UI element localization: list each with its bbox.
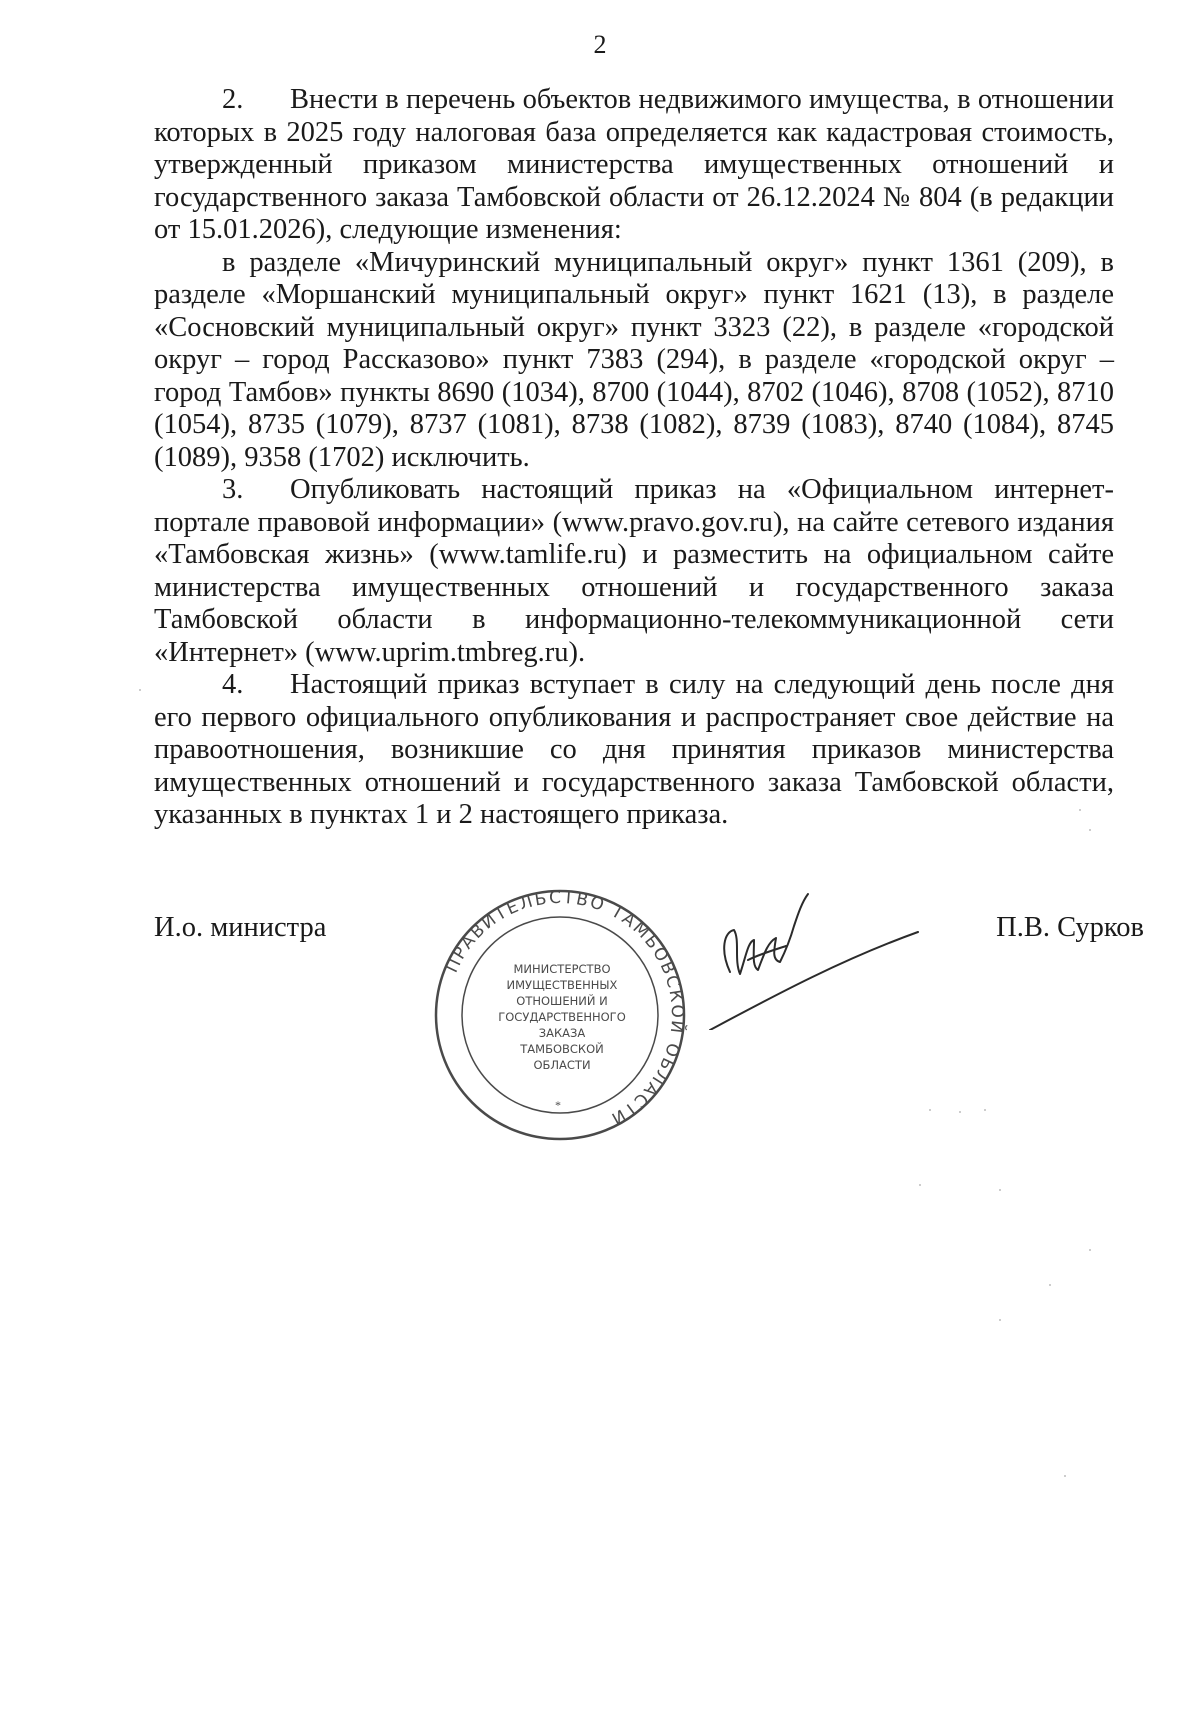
paragraph-number: 2. <box>222 84 244 115</box>
paragraph-3 <box>154 474 1114 669</box>
document-body <box>154 84 1114 832</box>
svg-text:ЗАКАЗА: ЗАКАЗА <box>538 1026 586 1040</box>
seal-outer-text: ПРАВИТЕЛЬСТВО ТАМБОВСКОЙ ОБЛАСТИ <box>442 887 688 1130</box>
official-seal <box>430 885 690 1145</box>
page-number: 2 <box>593 30 607 59</box>
signer-title: И.о. министра <box>154 912 327 943</box>
paragraph-text: Настоящий приказ вступает в силу на следующий день после дня его первого официального опубликования и распространяет свое действие на правоотношения, возникшие со дня принятия приказов министерства имущественных отношений и государственного заказа Тамбовской области, указанных в пунктах 1 и 2 настоящего приказа. <box>154 669 1114 830</box>
svg-text:ОТНОШЕНИЙ И: ОТНОШЕНИЙ И <box>516 994 608 1008</box>
paragraph-4 <box>154 669 1114 832</box>
paragraph-text: Внести в перечень объектов недвижимого имущества, в отношении которых в 2025 году налоговая база определяется как кадастровая стоимость, утвержденный приказом министерства имущественных отношений и государственного заказа Тамбовской области от 26.12.2024 № 804 (в редакции от 15.01.2026), следующие изменения: <box>154 84 1114 245</box>
paragraph-number: 4. <box>222 669 244 700</box>
seal-inner-text <box>498 962 626 1072</box>
signer-name: П.В. Сурков <box>996 912 1144 943</box>
paragraph-number: 3. <box>222 474 244 505</box>
handwritten-signature <box>690 880 920 1030</box>
paragraph-2 <box>154 84 1114 247</box>
paragraph-text: Опубликовать настоящий приказ на «Официальном интернет-портале правовой информации» (www.pravo.gov.ru), на сайте сетевого издания «Тамбовская жизнь» (www.tamlife.ru) и разместить на официальном сайте министерства имущественных отношений и государственного заказа Тамбовской области в информационно-телекоммуникационной сети «Интернет» (www.uprim.tmbreg.ru). <box>154 474 1114 668</box>
svg-text:*: * <box>555 1098 561 1112</box>
svg-text:ИМУЩЕСТВЕННЫХ: ИМУЩЕСТВЕННЫХ <box>506 978 618 992</box>
paragraph-exclusions <box>154 247 1114 475</box>
svg-text:ГОСУДАРСТВЕННОГО: ГОСУДАРСТВЕННОГО <box>498 1010 626 1024</box>
svg-text:ТАМБОВСКОЙ: ТАМБОВСКОЙ <box>520 1042 604 1056</box>
svg-text:ОБЛАСТИ: ОБЛАСТИ <box>533 1058 591 1072</box>
svg-text:МИНИСТЕРСТВО: МИНИСТЕРСТВО <box>513 962 611 976</box>
paragraph-text: в разделе «Мичуринский муниципальный округ» пункт 1361 (209), в разделе «Моршанский муниципальный округ» пункт 1621 (13), в разделе «Сосновский муниципальный округ» пункт 3323 (22), в разделе «городской округ – город Рассказово» пункт 7383 (294), в разделе «городской округ – город Тамбов» пункты 8690 (1034), 8700 (1044), 8702 (1046), 8708 (1052), 8710 (1054), 8735 (1079), 8737 (1081), 8738 (1082), 8739 (1083), 8740 (1084), 8745 (1089), 9358 (1702) исключить. <box>154 246 1114 473</box>
